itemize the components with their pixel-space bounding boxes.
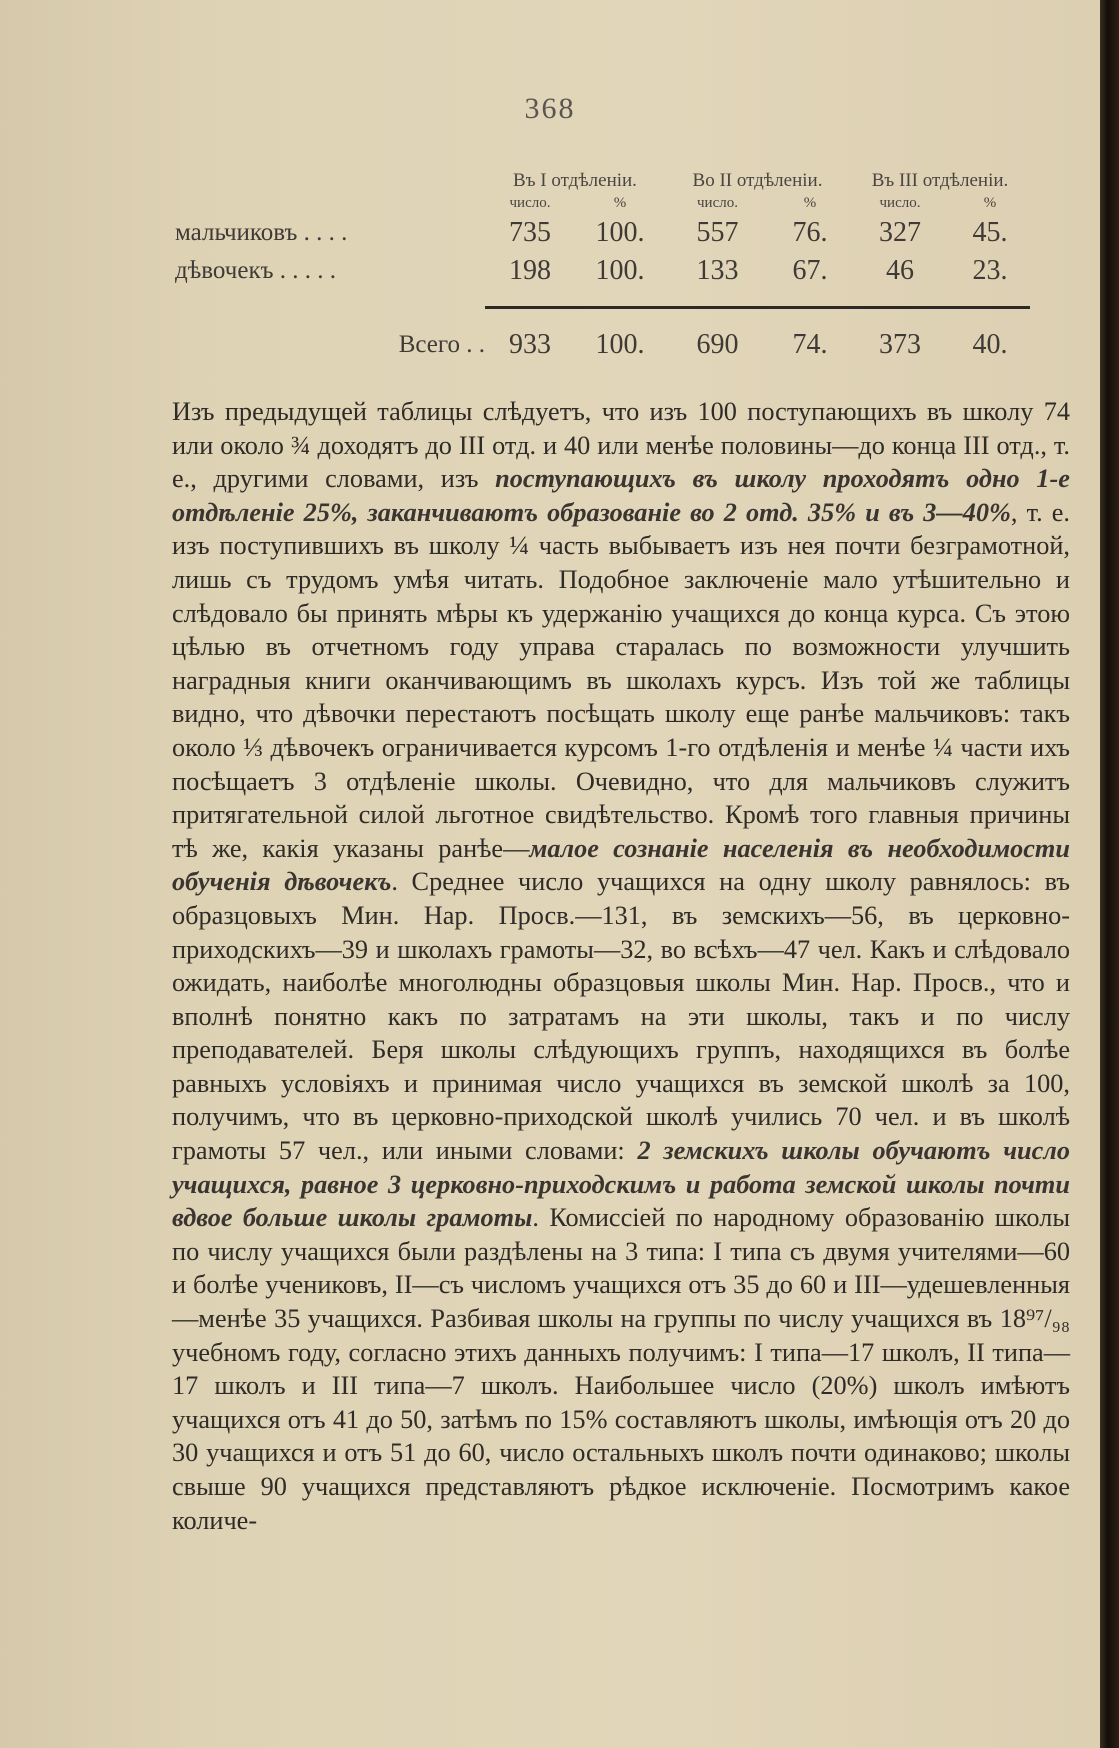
table-cell: 100. (595, 217, 645, 248)
table-row-total (175, 326, 1030, 364)
subheader-cell: число. (697, 194, 738, 211)
table-cell: 735 (509, 217, 551, 248)
paragraph-segment: Изъ предыдущей таблицы слѣдуетъ, что изъ 100 поступающихъ въ школу 74 или около ¾ доходятъ до III отд. и 40 или менѣе половины—до конца III отд., т. е., другими словами, изъ (172, 397, 1070, 494)
table-divider (485, 290, 1030, 308)
table-cell: 45. (972, 217, 1008, 248)
table-cell: 100. (595, 328, 645, 360)
paragraph-segment: . Среднее число учащихся на одну школу равнялось: въ образцовыхъ Мин. Нар. Просв.—131, въ земскихъ—56, въ церковно-приходскихъ—39 и школахъ грамоты—32, во всѣхъ—47 чел. Какъ и слѣдовало ожидать, наиболѣе многолюдны образцовыя школы Мин. Нар. Просв., что и вполнѣ понятно какъ по затратамъ на эти школы, такъ и по числу преподавателей. Беря школы слѣдующихъ группъ, находящихся въ болѣе равныхъ условіяхъ и принимая число учащихся въ земской школѣ за 100, получимъ, что въ церковно-приходской школѣ учились 70 чел. и въ школѣ грамоты 57 чел., или иными словами: (172, 867, 1070, 1166)
table-cell: 198 (509, 255, 551, 286)
body-paragraph (172, 395, 1070, 1537)
table-cell: 133 (696, 255, 739, 286)
table-row-boys (175, 214, 1030, 252)
table-cell: 46 (886, 255, 914, 286)
subheader-cell: число. (879, 194, 921, 211)
table-cell: 933 (509, 328, 551, 360)
row-label: дѣвочекъ . . . . . (175, 257, 337, 284)
subheader-cell: % (613, 194, 627, 211)
table-cell: 67. (792, 255, 828, 286)
table-cell: 557 (696, 217, 739, 248)
table-cell: 373 (879, 328, 921, 360)
table-cell: 100. (595, 255, 645, 286)
paragraph-emphasis: поступающихъ въ школу проходятъ одно 1-е отдѣленіе 25%, заканчиваютъ образованіе во 2 отд. 35% и въ 3—40% (172, 464, 1070, 527)
group-header-2: Во II отдѣленіи. (692, 170, 823, 191)
paragraph-segment: . Комиссіей по народному образованію школы по числу учащихся были раздѣлены на 3 типа: I типа съ двумя учителями—60 и болѣе учениковъ, II—съ числомъ учащихся отъ 35 до 60 и III—удешевленныя—менѣе 35 учащихся. Разбивая школы на группы по числу учащихся въ 18⁹⁷/₉₈ учебномъ году, согласно этихъ данныхъ получимъ: I типа—17 школъ, II типа—17 школъ и III типа—7 школъ. Наибольшее число (20%) школъ имѣютъ учащихся отъ 41 до 50, затѣмъ по 15% составляютъ школы, имѣющія отъ 20 до 30 учащихся и отъ 51 до 60, число остальныхъ школъ почти одинаково; школы свыше 90 учащихся представляютъ рѣдкое исключеніе. Посмотримъ какое количе- (172, 1203, 1070, 1535)
group-header-1: Въ I отдѣленіи. (513, 170, 637, 191)
paragraph-emphasis: 2 земскихъ школы обучаютъ число учащихся, равное 3 церковно-приходскимъ и работа земской школы почти вдвое больше школы грамоты (172, 1136, 1070, 1233)
table-subheader-row (175, 192, 1030, 214)
table-cell: 327 (879, 217, 921, 248)
page-number: 368 (524, 92, 576, 125)
enrollment-table (175, 170, 1030, 364)
group-header-3: Въ III отдѣленіи. (871, 170, 1009, 191)
subheader-cell: % (983, 194, 997, 211)
row-label: мальчиковъ . . . . (175, 219, 348, 246)
table-row-girls (175, 252, 1030, 290)
subheader-cell: число. (509, 194, 551, 211)
table-cell: 690 (696, 328, 739, 360)
paragraph-emphasis: малое сознаніе населенія въ необходимости обученія дѣвочекъ (172, 833, 1070, 897)
table-group-header-row (175, 170, 1030, 192)
table-cell: 74. (792, 328, 828, 360)
table-cell: 76. (792, 217, 828, 248)
total-label: Всего . . (398, 330, 485, 358)
paragraph-segment: , т. е. изъ поступившихъ въ школу ¼ часть выбываетъ изъ нея почти безграмотной, лишь съ трудомъ умѣя читать. Подобное заключеніе мало утѣшительно и слѣдовало бы принять мѣры къ удержанію учащихся до конца курса. Съ этою цѣлью въ отчетномъ году управа старалась по возможности улучшить наградныя книги оканчивающимъ въ школахъ курсъ. Изъ той же таблицы видно, что дѣвочки перестаютъ посѣщать школу еще ранѣе мальчиковъ: такъ около ⅓ дѣвочекъ ограничивается курсомъ 1-го отдѣленія и менѣе ¼ части ихъ посѣщаетъ 3 отдѣленіе школы. Очевидно, что для мальчиковъ служитъ притягательной силой льготное свидѣтельство. Кромѣ того главныя причины тѣ же, какія указаны ранѣе— (172, 497, 1070, 863)
subheader-cell: % (803, 194, 817, 211)
table-cell: 23. (972, 255, 1008, 286)
table-rule-row (175, 290, 1030, 308)
table-cell: 40. (972, 328, 1008, 360)
book-binding-edge (1100, 0, 1119, 1748)
